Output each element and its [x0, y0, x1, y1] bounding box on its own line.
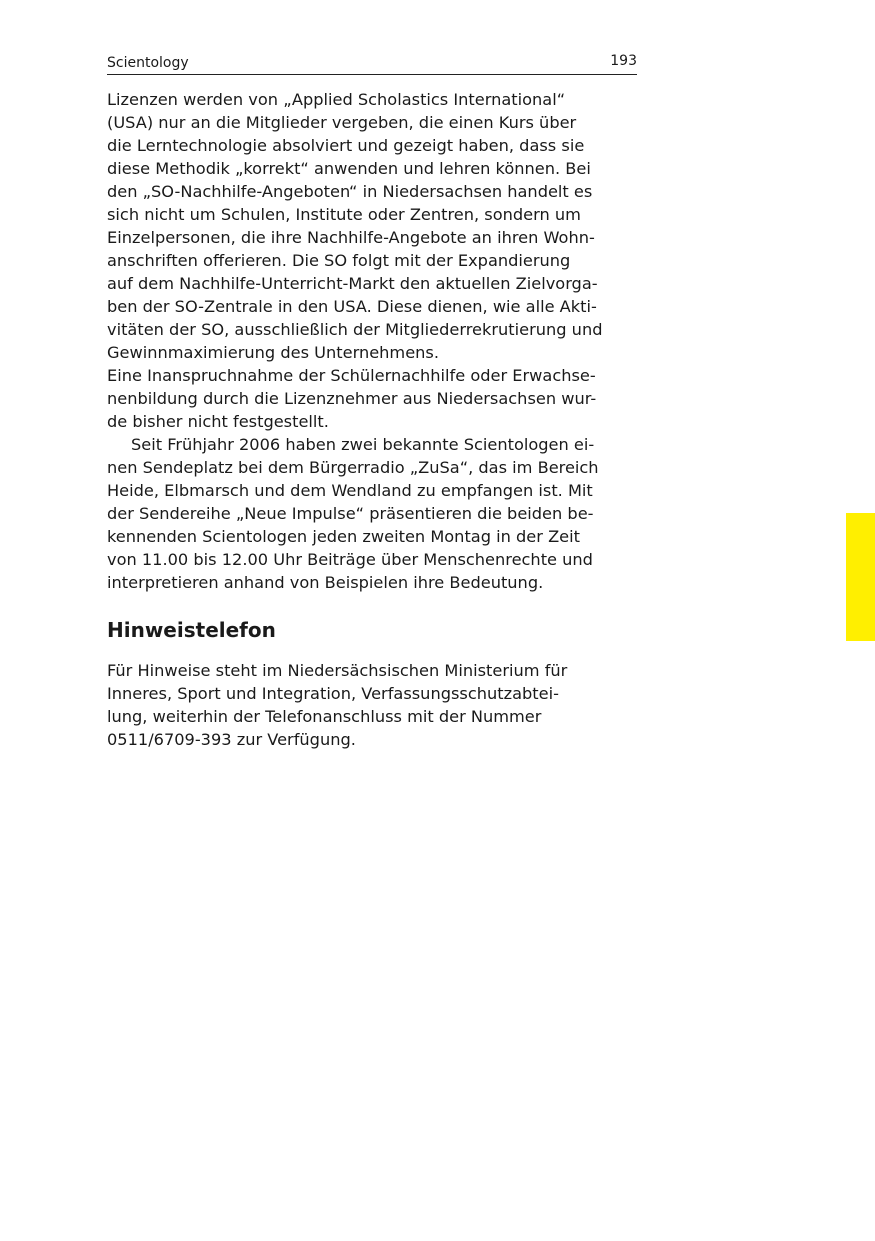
text-line: auf dem Nachhilfe-Unterricht-Markt den aktuellen Zielvorga- [107, 274, 598, 293]
text-line: die Lerntechnologie absolviert und gezeigt haben, dass sie [107, 136, 585, 155]
text-line: sich nicht um Schulen, Institute oder Zentren, sondern um [107, 205, 581, 224]
text-line: (USA) nur an die Mitglieder vergeben, die einen Kurs über [107, 113, 577, 132]
text-line: Inneres, Sport und Integration, Verfassungsschutzabtei- [107, 684, 559, 703]
text-line: von 11.00 bis 12.00 Uhr Beiträge über Menschenrechte und [107, 550, 593, 569]
chapter-thumb-tab [846, 513, 875, 641]
text-line: den „SO-Nachhilfe-Angeboten“ in Niedersachsen handelt es [107, 182, 593, 201]
text-line: nenbildung durch die Lizenznehmer aus Niedersachsen wur- [107, 389, 597, 408]
text-line: anschriften offerieren. Die SO folgt mit der Expandierung [107, 251, 571, 270]
text-line: Für Hinweise steht im Niedersächsischen Ministerium für [107, 661, 568, 680]
page-number: 193 [610, 53, 637, 69]
text-line: Eine Inanspruchnahme der Schülernachhilfe oder Erwachse- [107, 366, 596, 385]
text-line: der Sendereihe „Neue Impulse“ präsentieren die beiden be- [107, 504, 594, 523]
text-line: Heide, Elbmarsch und dem Wendland zu empfangen ist. Mit [107, 481, 593, 500]
text-line: ben der SO-Zentrale in den USA. Diese dienen, wie alle Akti- [107, 297, 597, 316]
section-heading: Hinweistelefon [107, 618, 276, 642]
text-line: Gewinnmaximierung des Unternehmens. [107, 343, 439, 362]
running-header [107, 50, 637, 75]
text-line: Lizenzen werden von „Applied Scholastics International“ [107, 90, 566, 109]
text-line: diese Methodik „korrekt“ anwenden und lehren können. Bei [107, 159, 591, 178]
body-text [107, 88, 637, 594]
text-line: nen Sendeplatz bei dem Bürgerradio „ZuSa“, das im Bereich [107, 458, 599, 477]
paragraph-usage [107, 364, 637, 433]
paragraph-licenses [107, 88, 637, 364]
text-line: interpretieren anhand von Beispielen ihre Bedeutung. [107, 573, 544, 592]
paragraph-radio [107, 433, 637, 594]
text-line: de bisher nicht festgestellt. [107, 412, 329, 431]
paragraph-hotline [107, 659, 637, 751]
text-line: Einzelpersonen, die ihre Nachhilfe-Angebote an ihren Wohn- [107, 228, 595, 247]
text-line: lung, weiterhin der Telefonanschluss mit der Nummer [107, 707, 542, 726]
running-title: Scientology [107, 55, 189, 71]
text-line: 0511/6709-393 zur Verfügung. [107, 730, 356, 749]
text-line: vitäten der SO, ausschließlich der Mitgliederrekrutierung und [107, 320, 603, 339]
text-line: kennenden Scientologen jeden zweiten Montag in der Zeit [107, 527, 580, 546]
text-line: Seit Frühjahr 2006 haben zwei bekannte Scientologen ei- [131, 435, 595, 454]
